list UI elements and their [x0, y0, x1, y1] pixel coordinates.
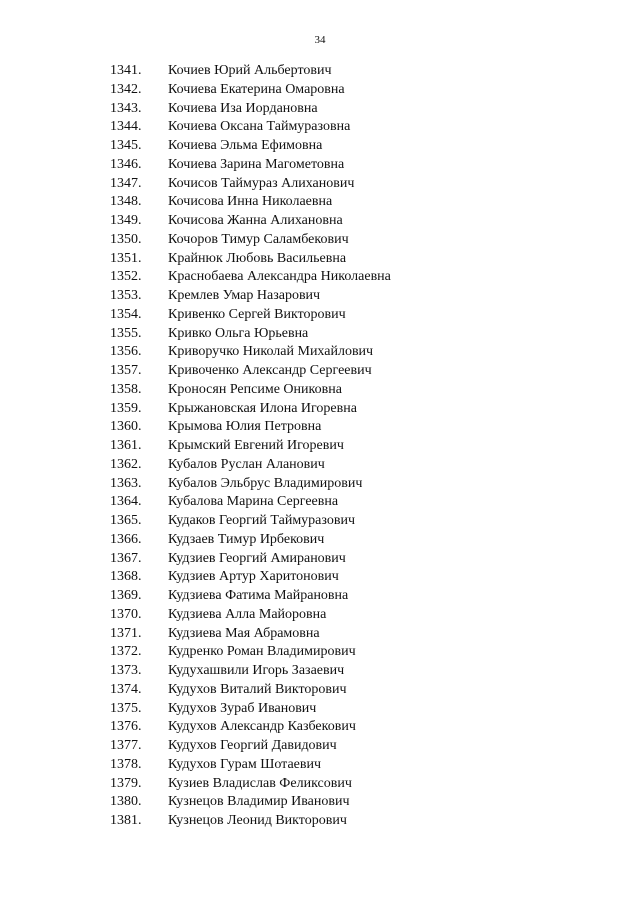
entry-number: 1346.	[110, 156, 142, 172]
list-item	[0, 156, 640, 175]
entry-name: Кочисова Жанна Алихановна	[168, 213, 343, 228]
list-item	[0, 531, 640, 550]
entry-name: Кудухов Виталий Викторович	[168, 681, 347, 697]
entry-name: Кудзиева Алла Майоровна	[168, 606, 327, 622]
list-item	[0, 718, 640, 737]
list-item	[0, 606, 640, 625]
entry-number: 1371.	[110, 625, 142, 641]
entry-number: 1355.	[110, 325, 142, 341]
entry-name: Кузиев Владислав Феликсович	[168, 775, 352, 791]
entry-number: 1357.	[110, 363, 142, 378]
list-item	[0, 700, 640, 719]
entry-name: Кочиева Оксана Таймуразовна	[168, 119, 351, 135]
entry-number: 1369.	[110, 588, 142, 603]
list-item	[0, 793, 640, 812]
entry-name: Кроносян Репсиме Ониковна	[168, 381, 342, 397]
list-item	[0, 268, 640, 287]
list-item	[0, 362, 640, 381]
entry-name: Кочисов Таймураз Алиханович	[168, 175, 355, 191]
entry-name: Криворучко Николай Михайлович	[168, 344, 374, 360]
entry-name: Кубалова Марина Сергеевна	[168, 494, 339, 510]
list-item	[0, 118, 640, 137]
list-item	[0, 737, 640, 756]
entry-number: 1376.	[110, 719, 142, 735]
entry-number: 1342.	[110, 81, 142, 97]
entry-name: Кочоров Тимур Саламбекович	[168, 231, 349, 247]
entry-number: 1381.	[110, 813, 142, 828]
entry-name: Кочиев Юрий Альбертович	[168, 63, 332, 78]
list-item	[0, 756, 640, 775]
entry-name: Кудухов Александр Казбекович	[168, 719, 356, 735]
entry-number: 1375.	[110, 700, 142, 716]
entry-name: Кузнецов Владимир Иванович	[168, 794, 350, 810]
entry-number: 1351.	[110, 250, 142, 266]
entry-number: 1348.	[110, 194, 142, 210]
name-list	[0, 62, 640, 831]
entry-number: 1344.	[110, 119, 142, 135]
list-item	[0, 193, 640, 212]
entry-name: Кудухов Георгий Давидович	[168, 738, 337, 753]
entry-number: 1363.	[110, 475, 142, 491]
list-item	[0, 625, 640, 644]
list-item	[0, 812, 640, 831]
entry-name: Кочисова Инна Николаевна	[168, 194, 333, 210]
entry-number: 1366.	[110, 531, 142, 547]
entry-number: 1370.	[110, 606, 142, 622]
list-item	[0, 231, 640, 250]
entry-number: 1380.	[110, 794, 142, 810]
list-item	[0, 550, 640, 569]
entry-name: Кривоченко Александр Сергеевич	[168, 363, 372, 378]
list-item	[0, 175, 640, 194]
entry-number: 1341.	[110, 63, 142, 78]
entry-name: Кудухашвили Игорь Зазаевич	[168, 663, 345, 678]
entry-number: 1353.	[110, 288, 142, 303]
entry-number: 1377.	[110, 738, 142, 753]
entry-number: 1354.	[110, 306, 142, 322]
list-item	[0, 643, 640, 662]
entry-name: Кочиева Иза Иордановна	[168, 100, 318, 116]
entry-name: Кубалов Эльбрус Владимирович	[168, 475, 363, 491]
entry-name: Кудренко Роман Владимирович	[168, 644, 356, 660]
list-item	[0, 587, 640, 606]
entry-name: Кочиева Эльма Ефимовна	[168, 138, 323, 153]
list-item	[0, 287, 640, 306]
entry-number: 1367.	[110, 550, 142, 566]
entry-number: 1372.	[110, 644, 142, 660]
entry-name: Кудзиева Мая Абрамовна	[168, 625, 320, 641]
entry-name: Кудзиева Фатима Майрановна	[168, 588, 349, 603]
entry-name: Кудзиев Георгий Амиранович	[168, 550, 346, 566]
entry-name: Кривенко Сергей Викторович	[168, 306, 346, 322]
list-item	[0, 493, 640, 512]
entry-name: Кудухов Гурам Шотаевич	[168, 756, 322, 772]
entry-number: 1352.	[110, 269, 142, 285]
entry-number: 1359.	[110, 400, 142, 416]
entry-number: 1349.	[110, 213, 142, 228]
entry-name: Кудзаев Тимур Ирбекович	[168, 531, 325, 547]
entry-name: Краснобаева Александра Николаевна	[168, 269, 391, 285]
entry-number: 1358.	[110, 381, 142, 397]
entry-number: 1343.	[110, 100, 142, 116]
entry-number: 1362.	[110, 456, 142, 472]
entry-number: 1373.	[110, 663, 142, 678]
list-item	[0, 662, 640, 681]
entry-number: 1379.	[110, 775, 142, 791]
entry-name: Кузнецов Леонид Викторович	[168, 813, 347, 828]
entry-name: Кудзиев Артур Харитонович	[168, 569, 339, 585]
entry-name: Кудаков Георгий Таймуразович	[168, 513, 355, 528]
list-item	[0, 343, 640, 362]
list-item	[0, 456, 640, 475]
list-item	[0, 250, 640, 269]
entry-name: Крыжановская Илона Игоревна	[168, 400, 357, 416]
list-item	[0, 306, 640, 325]
list-item	[0, 512, 640, 531]
list-item	[0, 100, 640, 119]
list-item	[0, 418, 640, 437]
list-item	[0, 137, 640, 156]
list-item	[0, 475, 640, 494]
entry-name: Кудухов Зураб Иванович	[168, 700, 317, 716]
list-item	[0, 325, 640, 344]
entry-number: 1378.	[110, 756, 142, 772]
entry-number: 1356.	[110, 344, 142, 360]
list-item	[0, 775, 640, 794]
entry-name: Кубалов Руслан Аланович	[168, 456, 325, 472]
list-item	[0, 400, 640, 419]
entry-name: Кочиева Екатерина Омаровна	[168, 81, 345, 97]
entry-number: 1361.	[110, 438, 142, 453]
list-item	[0, 681, 640, 700]
entry-name: Кочиева Зарина Магометовна	[168, 156, 345, 172]
entry-number: 1360.	[110, 419, 142, 435]
entry-number: 1364.	[110, 494, 142, 510]
entry-number: 1365.	[110, 513, 142, 528]
entry-name: Кремлев Умар Назарович	[168, 288, 321, 303]
list-item	[0, 62, 640, 81]
list-item	[0, 381, 640, 400]
page-number: 34	[314, 34, 326, 46]
entry-number: 1347.	[110, 175, 142, 191]
entry-number: 1374.	[110, 681, 142, 697]
entry-number: 1345.	[110, 138, 142, 153]
list-item	[0, 212, 640, 231]
entry-name: Крымский Евгений Игоревич	[168, 438, 344, 453]
entry-number: 1350.	[110, 231, 142, 247]
list-item	[0, 81, 640, 100]
entry-name: Крайнюк Любовь Васильевна	[168, 250, 347, 266]
list-item	[0, 437, 640, 456]
entry-name: Кривко Ольга Юрьевна	[168, 325, 309, 341]
list-item	[0, 568, 640, 587]
entry-name: Крымова Юлия Петровна	[168, 419, 322, 435]
entry-number: 1368.	[110, 569, 142, 585]
